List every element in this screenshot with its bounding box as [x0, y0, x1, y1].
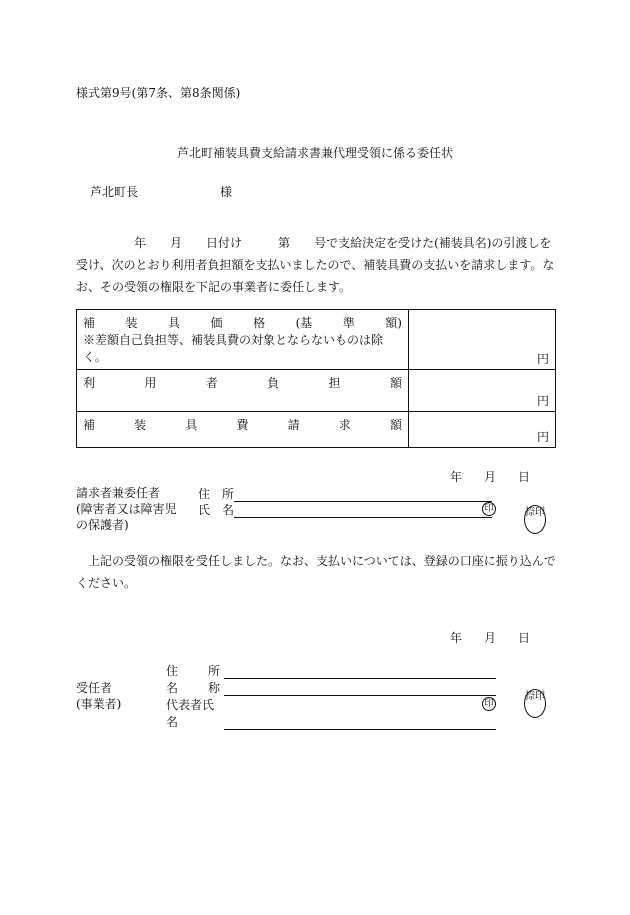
signature-seal: 捺印 [524, 505, 546, 534]
applicant-date: 年 月 日 [450, 470, 530, 484]
addressee [90, 183, 233, 200]
device-price-label: 補 装 具 価 格 (基 準 額) ※差額自己負担等、補装具費の対象とならないものは除く。 [77, 310, 409, 370]
applicant-name-field[interactable]: 氏 名 [198, 501, 492, 518]
device-price-note: ※差額自己負担等、補装具費の対象とならないものは除く。 [83, 333, 384, 364]
user-burden-label: 利 用 者 負 担 額 [77, 370, 409, 412]
table-row [77, 370, 556, 412]
agent-business-line[interactable] [224, 681, 496, 696]
agent-role: 受任者 (事業者) [76, 681, 122, 711]
seal-mark: 印 [482, 502, 496, 516]
agent-address-field[interactable]: 住 所 [166, 662, 496, 679]
applicant-address-line[interactable] [234, 487, 492, 502]
document-title: 芦北町補装具費支給請求書兼代理受領に係る委任状 [176, 146, 453, 160]
intro-date-suffix: 日付け [206, 236, 243, 250]
applicant-address-field[interactable]: 住 所 [198, 485, 492, 502]
seal-mark: 印 [482, 697, 496, 711]
intro-rest-line1: 号で支給決定を受けた(補装具名)の引渡しを [314, 236, 552, 250]
device-price-value[interactable] [409, 310, 556, 370]
agent-section [76, 662, 545, 729]
intro-month: 月 [170, 236, 183, 250]
yen-unit: 円 [536, 430, 549, 444]
addressee-honorific: 様 [220, 185, 233, 199]
user-burden-value[interactable] [409, 370, 556, 412]
acceptance-paragraph: 上記の受領の権限を受任しました。なお、支払いについては、登録の口座に振り込んでください。 [76, 554, 556, 590]
table-row [77, 310, 556, 370]
table-row [77, 412, 556, 448]
applicant-role: 請求者兼委任者 (障害者又は障害児 の保護者) [76, 486, 177, 532]
agent-address-line[interactable] [224, 664, 496, 679]
addressee-name: 芦北町長 [90, 185, 139, 199]
agent-date: 年 月 日 [450, 631, 530, 645]
signature-seal: 捺印 [524, 689, 546, 718]
claim-amount-value[interactable] [409, 412, 556, 448]
intro-rest: 受け、次のとおり利用者負担額を支払いましたので、補装具費の支払いを請求します。なお、その受領の権限を下記の事業者に委任します。 [76, 258, 555, 294]
yen-unit: 円 [536, 394, 549, 408]
intro-paragraph [76, 232, 558, 298]
agent-rep-line[interactable] [224, 715, 496, 730]
applicant-section [76, 485, 545, 535]
agent-rep-field[interactable]: 代表者氏名 [166, 696, 496, 730]
intro-year: 年 [134, 236, 147, 250]
amount-table [76, 309, 556, 448]
agent-business-field[interactable]: 名 称 [166, 679, 496, 696]
intro-no-prefix: 第 [278, 236, 291, 250]
applicant-name-line[interactable] [234, 503, 492, 518]
form-number: 様式第9号(第7条、第8条関係) [76, 86, 241, 100]
yen-unit: 円 [536, 352, 549, 366]
claim-amount-label: 補 装 具 費 請 求 額 [77, 412, 409, 448]
